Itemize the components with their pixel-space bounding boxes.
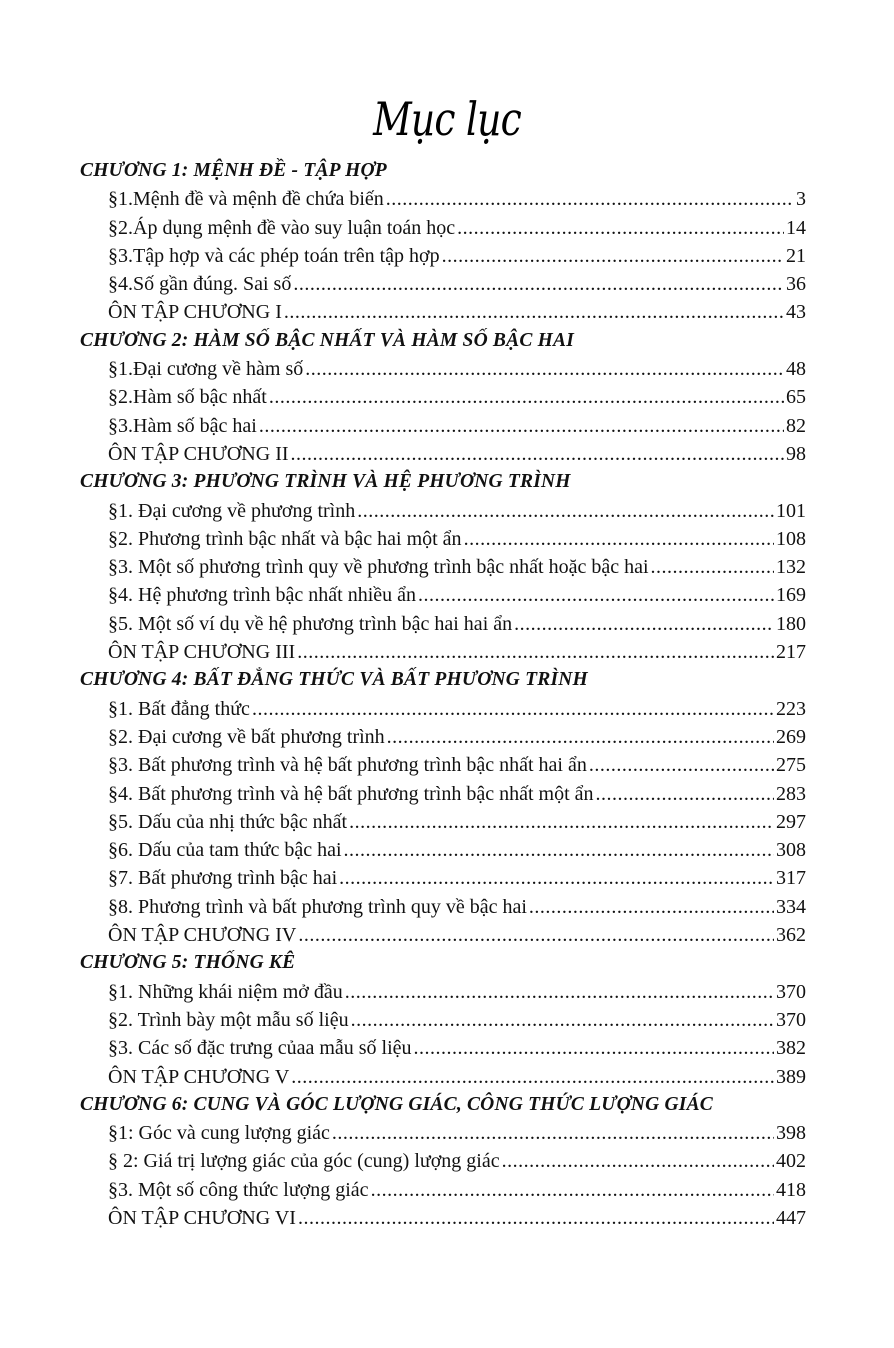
- toc-entry[interactable]: [80, 1176, 806, 1204]
- dot-leader: [529, 893, 774, 921]
- dot-leader: [457, 214, 784, 242]
- dot-leader: [596, 780, 774, 808]
- entry-page-number: 389: [776, 1065, 806, 1088]
- toc-entry[interactable]: [80, 355, 806, 383]
- entry-label: §3. Bất phương trình và hệ bất phương trình bậc nhất hai ẩn: [108, 754, 587, 777]
- toc-entry[interactable]: [80, 525, 806, 553]
- dot-leader: [386, 185, 794, 213]
- dot-leader: [414, 1034, 774, 1062]
- entry-page-number: 180: [776, 612, 806, 635]
- entry-page-number: 36: [786, 273, 806, 296]
- toc-entry[interactable]: [80, 1034, 806, 1062]
- dot-leader: [418, 581, 774, 609]
- entry-label: §3. Một số công thức lượng giác: [108, 1178, 369, 1201]
- entry-label: §3.Tập hợp và các phép toán trên tập hợp: [108, 244, 440, 267]
- chapter-heading[interactable]: CHƯƠNG 5: THỐNG KÊ: [80, 952, 296, 974]
- entry-page-number: 275: [776, 754, 806, 777]
- toc-entry[interactable]: [80, 808, 806, 836]
- entry-page-number: 370: [776, 980, 806, 1003]
- toc-entry[interactable]: [80, 1204, 806, 1232]
- toc-entry[interactable]: [80, 298, 806, 326]
- dot-leader: [298, 1204, 774, 1232]
- entry-page-number: 65: [786, 386, 806, 409]
- chapter-heading[interactable]: CHƯƠNG 3: PHƯƠNG TRÌNH VÀ HỆ PHƯƠNG TRÌNH: [80, 471, 571, 493]
- toc-entry[interactable]: [80, 1063, 806, 1091]
- chapter-heading[interactable]: CHƯƠNG 2: HÀM SỐ BẬC NHẤT VÀ HÀM SỐ BẬC HAI: [80, 329, 574, 351]
- entry-label: §7. Bất phương trình bậc hai: [108, 867, 338, 890]
- toc-entry[interactable]: [80, 185, 806, 213]
- toc-entry[interactable]: [80, 581, 806, 609]
- dot-leader: [349, 808, 774, 836]
- table-of-contents: [80, 157, 806, 1232]
- dot-leader: [291, 440, 784, 468]
- entry-page-number: 82: [786, 414, 806, 437]
- dot-leader: [291, 1063, 774, 1091]
- toc-entry[interactable]: [80, 978, 806, 1006]
- toc-entry[interactable]: [80, 242, 806, 270]
- dot-leader: [351, 1006, 774, 1034]
- entry-label: §5. Một số ví dụ về hệ phương trình bậc hai hai ẩn: [108, 612, 513, 635]
- toc-entry[interactable]: [80, 836, 806, 864]
- toc-entry[interactable]: [80, 270, 806, 298]
- entry-page-number: 334: [776, 895, 806, 918]
- chapter-heading[interactable]: CHƯƠNG 1: MỆNH ĐỀ - TẬP HỢP: [80, 160, 387, 181]
- entry-page-number: 402: [776, 1150, 806, 1173]
- entry-label: §1.Đại cương về hàm số: [108, 358, 304, 381]
- entry-page-number: 370: [776, 1008, 806, 1031]
- dot-leader: [298, 921, 774, 949]
- entry-label: §1. Những khái niệm mở đầu: [108, 980, 343, 1003]
- entry-label: §3.Hàm số bậc hai: [108, 414, 257, 437]
- toc-entry[interactable]: [80, 780, 806, 808]
- entry-page-number: 398: [776, 1122, 806, 1145]
- toc-entry[interactable]: [80, 638, 806, 666]
- entry-label: §3. Các số đặc trưng củaa mẫu số liệu: [108, 1037, 412, 1060]
- toc-entry[interactable]: [80, 214, 806, 242]
- entry-page-number: 362: [776, 924, 806, 947]
- chapter-heading[interactable]: CHƯƠNG 4: BẤT ĐẲNG THỨC VÀ BẤT PHƯƠNG TRÌNH: [80, 669, 588, 691]
- page-title: Mục lục: [373, 92, 521, 146]
- toc-entry[interactable]: [80, 1147, 806, 1175]
- toc-entry[interactable]: [80, 921, 806, 949]
- entry-label: §4. Hệ phương trình bậc nhất nhiều ẩn: [108, 584, 417, 607]
- entry-label: ÔN TẬP CHƯƠNG III: [108, 641, 296, 664]
- entry-page-number: 382: [776, 1037, 806, 1060]
- entry-page-number: 169: [776, 584, 806, 607]
- chapter-heading[interactable]: CHƯƠNG 6: CUNG VÀ GÓC LƯỢNG GIÁC, CÔNG THỨC LƯỢNG GIÁC: [80, 1093, 713, 1115]
- entry-page-number: 3: [796, 188, 806, 211]
- entry-page-number: 21: [786, 244, 806, 267]
- entry-label: ÔN TẬP CHƯƠNG II: [108, 442, 289, 465]
- toc-entry[interactable]: [80, 751, 806, 779]
- entry-label: §8. Phương trình và bất phương trình quy về bậc hai: [108, 895, 527, 918]
- toc-entry[interactable]: [80, 383, 806, 411]
- dot-leader: [344, 836, 774, 864]
- entry-page-number: 108: [776, 527, 806, 550]
- entry-page-number: 269: [776, 725, 806, 748]
- toc-entry[interactable]: [80, 440, 806, 468]
- dot-leader: [589, 751, 774, 779]
- dot-leader: [371, 1176, 774, 1204]
- toc-entry[interactable]: [80, 497, 806, 525]
- entry-label: §2. Đại cương về bất phương trình: [108, 725, 385, 748]
- dot-leader: [339, 864, 774, 892]
- entry-label: §5. Dấu của nhị thức bậc nhất: [108, 810, 348, 833]
- toc-entry[interactable]: [80, 553, 806, 581]
- dot-leader: [284, 298, 784, 326]
- toc-entry[interactable]: [80, 610, 806, 638]
- toc-entry[interactable]: [80, 864, 806, 892]
- toc-entry[interactable]: [80, 723, 806, 751]
- dot-leader: [305, 355, 784, 383]
- entry-label: §2.Hàm số bậc nhất: [108, 386, 267, 409]
- entry-label: §2. Trình bày một mẫu số liệu: [108, 1008, 349, 1031]
- entry-page-number: 418: [776, 1178, 806, 1201]
- entry-page-number: 308: [776, 839, 806, 862]
- entry-label: § 2: Giá trị lượng giác của góc (cung) lượng giác: [108, 1150, 500, 1173]
- entry-label: §1. Bất đẳng thức: [108, 697, 250, 720]
- entry-label: §4.Số gần đúng. Sai số: [108, 273, 292, 296]
- dot-leader: [651, 553, 774, 581]
- entry-label: §2. Phương trình bậc nhất và bậc hai một ẩn: [108, 527, 462, 550]
- entry-label: §4. Bất phương trình và hệ bất phương trình bậc nhất một ẩn: [108, 782, 594, 805]
- entry-label: ÔN TẬP CHƯƠNG IV: [108, 924, 297, 947]
- entry-page-number: 48: [786, 358, 806, 381]
- toc-entry[interactable]: [80, 1006, 806, 1034]
- entry-page-number: 297: [776, 810, 806, 833]
- entry-label: §1: Góc và cung lượng giác: [108, 1122, 330, 1145]
- entry-page-number: 101: [776, 499, 806, 522]
- dot-leader: [259, 412, 784, 440]
- dot-leader: [387, 723, 774, 751]
- dot-leader: [252, 695, 774, 723]
- dot-leader: [293, 270, 784, 298]
- dot-leader: [514, 610, 774, 638]
- dot-leader: [464, 525, 774, 553]
- entry-page-number: 132: [776, 556, 806, 579]
- dot-leader: [502, 1147, 774, 1175]
- entry-label: §6. Dấu của tam thức bậc hai: [108, 839, 342, 862]
- entry-page-number: 447: [776, 1206, 806, 1229]
- entry-label: §1.Mệnh đề và mệnh đề chứa biến: [108, 188, 384, 211]
- entry-page-number: 217: [776, 641, 806, 664]
- entry-label: §1. Đại cương về phương trình: [108, 499, 356, 522]
- entry-page-number: 98: [786, 442, 806, 465]
- toc-entry[interactable]: [80, 695, 806, 723]
- toc-entry[interactable]: [80, 412, 806, 440]
- dot-leader: [297, 638, 774, 666]
- toc-entry[interactable]: [80, 893, 806, 921]
- entry-page-number: 223: [776, 697, 806, 720]
- dot-leader: [269, 383, 784, 411]
- entry-page-number: 14: [786, 216, 806, 239]
- dot-leader: [442, 242, 784, 270]
- entry-label: ÔN TẬP CHƯƠNG VI: [108, 1206, 296, 1229]
- dot-leader: [357, 497, 774, 525]
- toc-entry[interactable]: [80, 1119, 806, 1147]
- dot-leader: [345, 978, 774, 1006]
- entry-label: §2.Áp dụng mệnh đề vào suy luận toán học: [108, 216, 456, 239]
- dot-leader: [332, 1119, 774, 1147]
- entry-label: §3. Một số phương trình quy về phương trình bậc nhất hoặc bậc hai: [108, 556, 649, 579]
- entry-page-number: 317: [776, 867, 806, 890]
- entry-page-number: 43: [786, 301, 806, 324]
- entry-label: ÔN TẬP CHƯƠNG I: [108, 301, 282, 324]
- entry-label: ÔN TẬP CHƯƠNG V: [108, 1065, 290, 1088]
- entry-page-number: 283: [776, 782, 806, 805]
